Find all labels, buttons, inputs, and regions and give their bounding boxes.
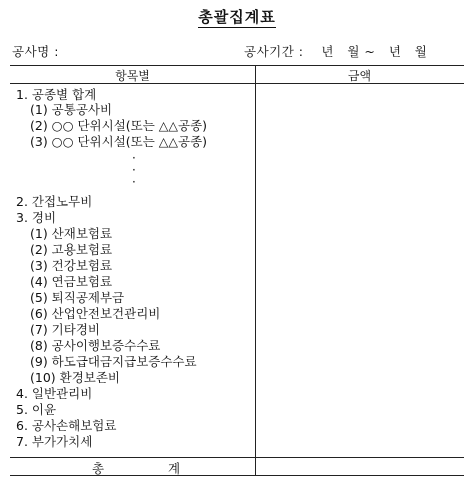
row-subcontract-guarantee: (9) 하도급대금지급보증수수료 [30,354,197,369]
row-employment-insurance: (2) 고용보험료 [30,242,113,257]
table-header [10,66,464,84]
row-pension-insurance: (4) 연금보험료 [30,274,113,289]
column-divider [255,66,256,475]
row-other-expenses: (7) 기타경비 [30,322,100,337]
row-damage-insurance: 6. 공사손해보험료 [16,418,117,433]
total-separator [10,457,464,458]
row-expenses: 3. 경비 [16,210,57,225]
document-title [0,6,474,27]
document-title-text: 총괄집계표 [198,8,276,26]
row-unit-facility-2: (2) ○○ 단위시설(또는 △△공종) [30,118,208,133]
row-retirement-deduction: (5) 퇴직공제부금 [30,290,125,305]
construction-period-label: 공사기간 : 년 월 ~ 년 월 [244,44,428,59]
header-item-column: 항목별 [115,69,150,83]
summary-table [10,65,464,476]
continuation-dot: · [132,163,136,177]
row-item-subtotal: 1. 공종별 합계 [16,87,97,102]
total-label-part1: 총 [92,461,105,476]
continuation-dot: · [132,151,136,165]
row-common-cost: (1) 공통공사비 [30,102,113,117]
project-name-label: 공사명 : [12,44,59,59]
continuation-dot: · [132,175,136,189]
row-general-admin: 4. 일반관리비 [16,386,93,401]
total-label-part2: 계 [168,461,181,476]
row-safety-management: (6) 산업안전보건관리비 [30,306,161,321]
row-health-insurance: (3) 건강보험료 [30,258,113,273]
header-amount-column: 금액 [347,69,372,83]
row-indirect-labor: 2. 간접노무비 [16,194,93,209]
row-profit: 5. 이윤 [16,402,57,417]
row-performance-guarantee: (8) 공사이행보증수수료 [30,338,161,353]
row-industrial-insurance: (1) 산재보험료 [30,226,113,241]
row-unit-facility-3: (3) ○○ 단위시설(또는 △△공종) [30,134,208,149]
row-environment-cost: (10) 환경보존비 [30,370,121,385]
row-vat: 7. 부가가치세 [16,434,93,449]
